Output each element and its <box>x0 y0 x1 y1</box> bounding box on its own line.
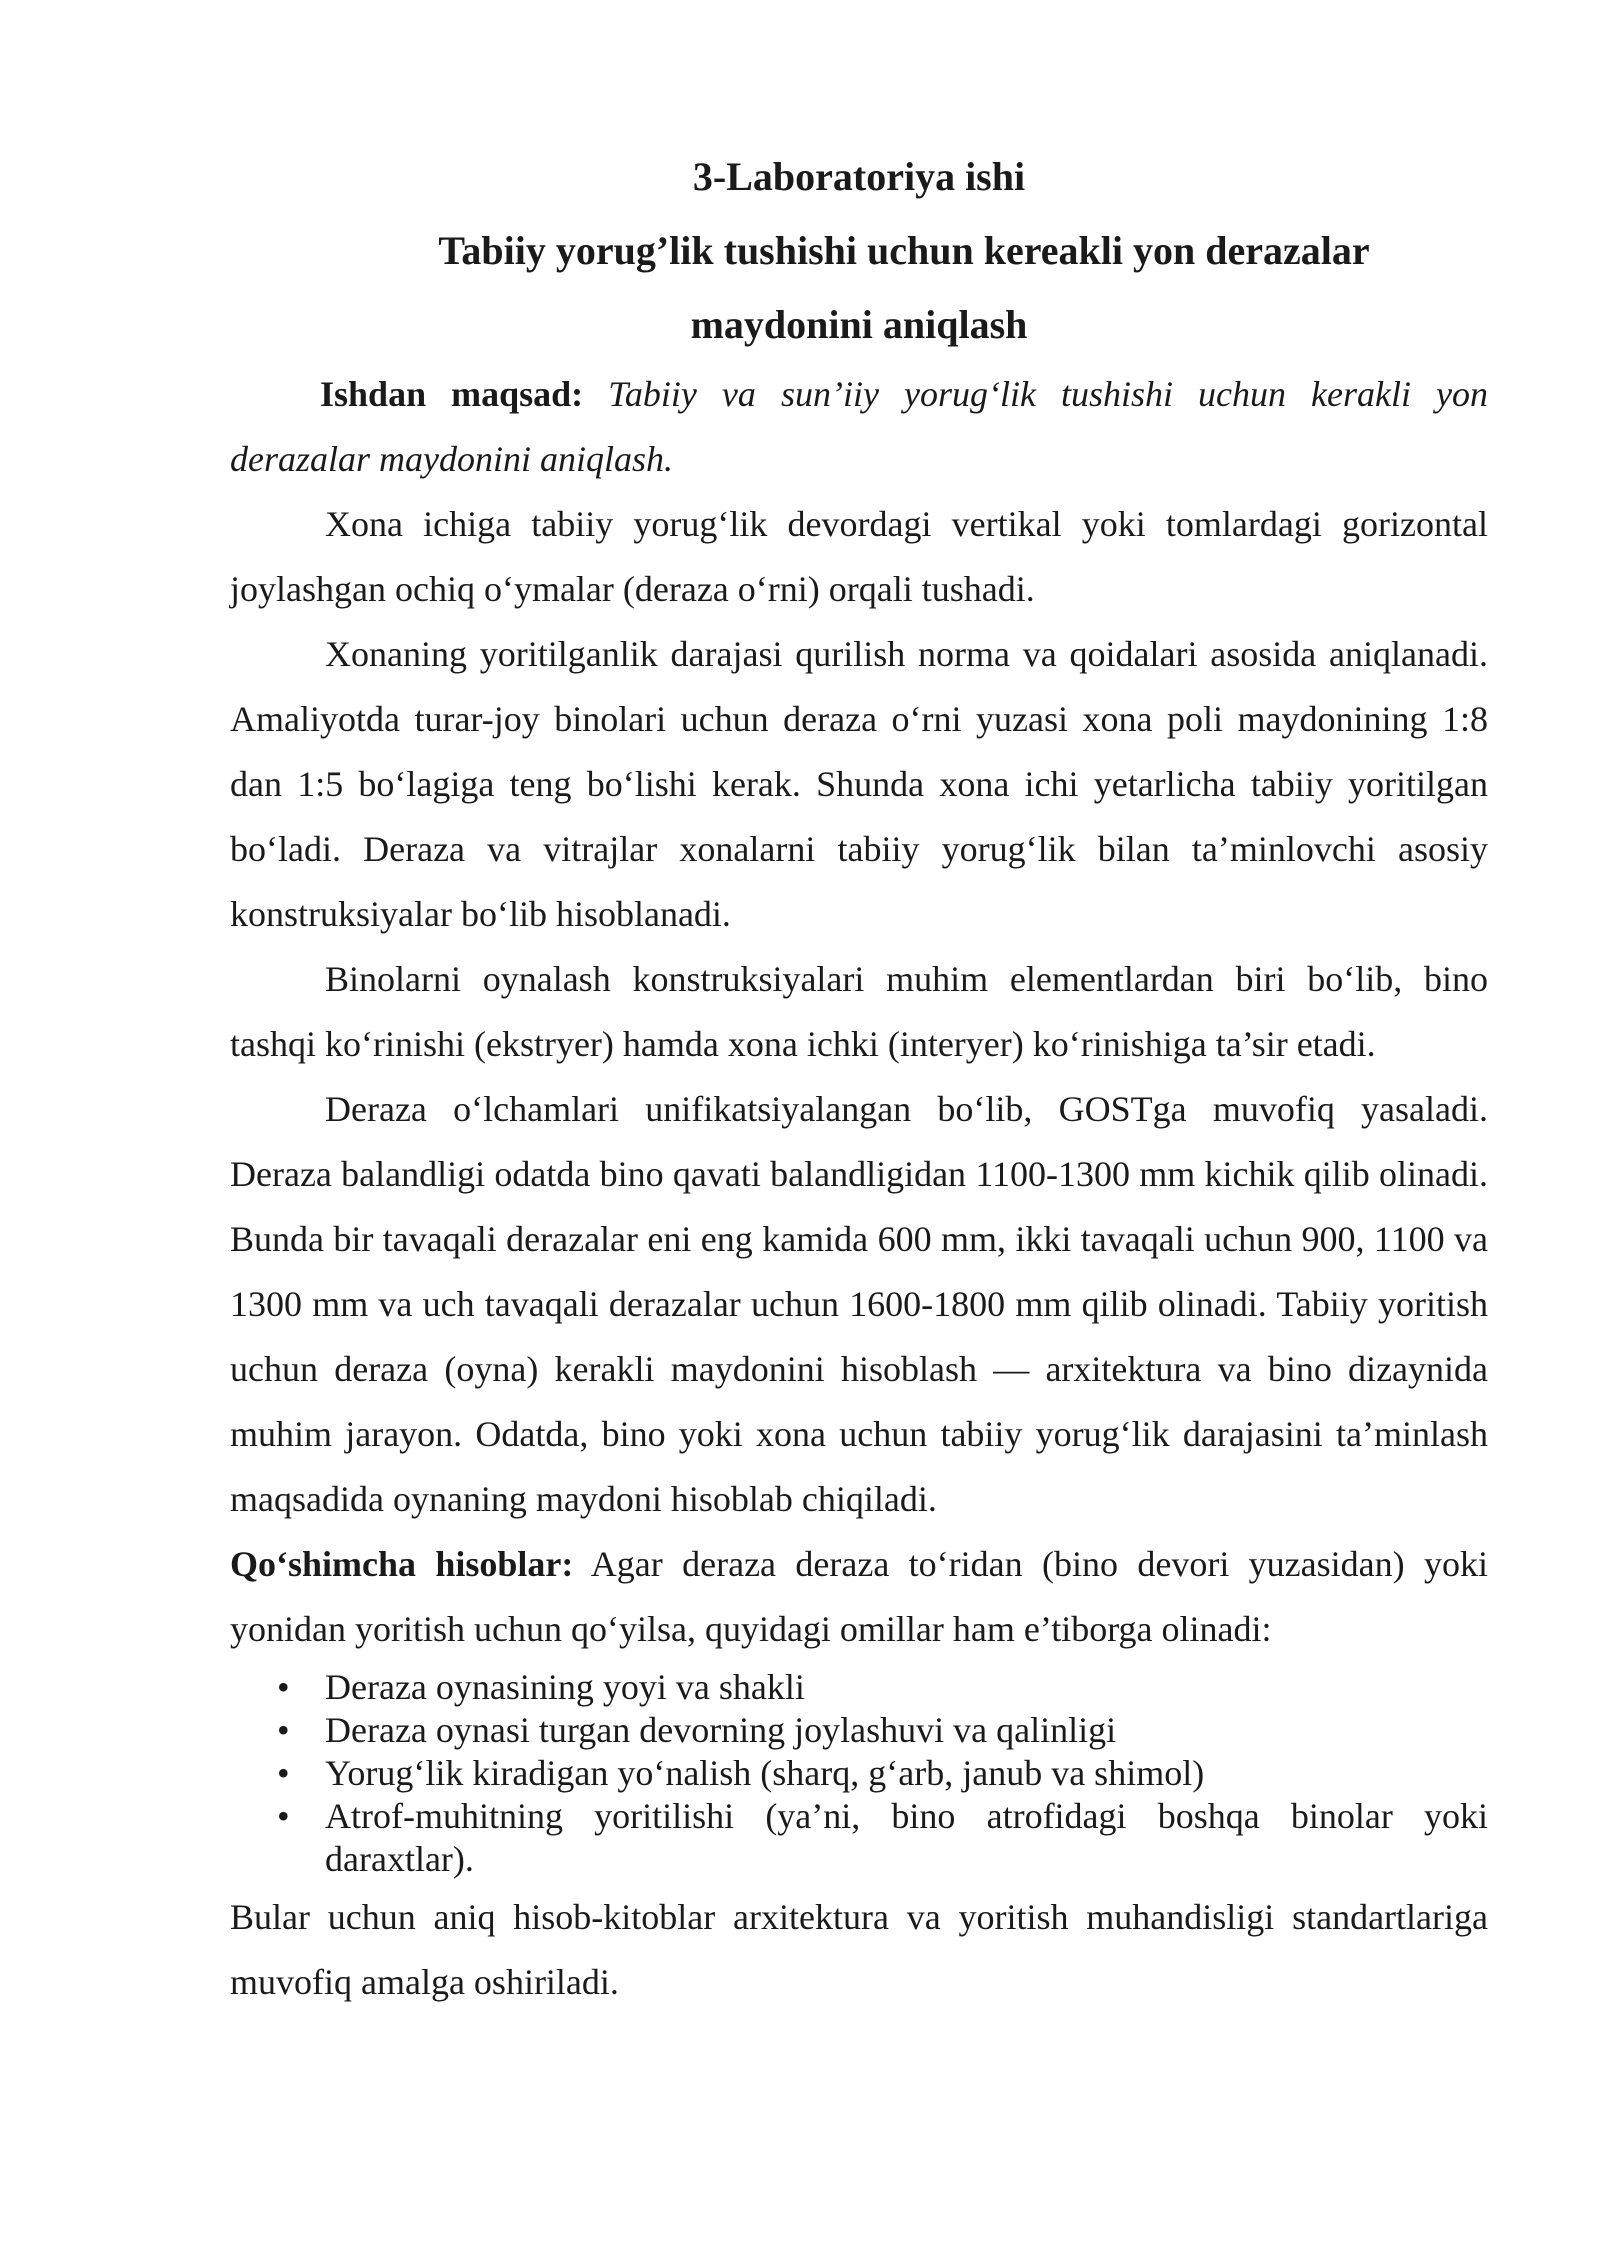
closing-paragraph: Bular uchun aniq hisob-kitoblar arxitektura va yoritish muhandisligi standartlariga muvofiq amalga oshiriladi. <box>230 1897 1488 2002</box>
list-item <box>277 1795 1488 1881</box>
bullet-icon: • <box>277 1753 290 1793</box>
list-item-text: Deraza oynasi turgan devorning joylashuvi va qalinligi <box>325 1710 1117 1750</box>
goal-paragraph <box>230 362 1488 492</box>
list-item <box>277 1709 1488 1752</box>
additional-text: Agar deraza deraza to‘ridan (bino devori yuzasidan) yoki yonidan yoritish uchun qo‘yilsa, quyidagi omillar ham e’tiborga olinadi: <box>230 1544 1488 1649</box>
goal-text: Tabiiy va sun’iiy yorug‘lik tushishi uchun kerakli yon derazalar maydonini aniqlash. <box>230 374 1488 479</box>
body-paragraph: Binolarni oynalash konstruksiyalari muhim elementlardan biri bo‘lib, bino tashqi ko‘rinishi (ekstryer) hamda xona ichki (interyer) ko‘rinishiga ta’sir etadi. <box>230 959 1488 1064</box>
document-subtitle-line2: maydonini aniqlash <box>690 302 1028 347</box>
body-paragraph: Deraza o‘lchamlari unifikatsiyalangan bo‘lib, GOSTga muvofiq yasaladi. Deraza balandligi odatda bino qavati balandligidan 1100-1300 mm kichik qilib olinadi. Bunda bir tavaqali derazalar eni eng kamida 600 mm, ikki tavaqali uchun 900, 1100 va 1300 mm va uch tavaqali derazalar uchun 1600-1800 mm qilib olinadi. Tabiiy yoritish uchun deraza (oyna) kerakli maydonini hisoblash — arxitektura va bino dizaynida muhim jarayon. Odatda, bino yoki xona uchun tabiiy yorug‘lik darajasini ta’minlash maqsadida oynaning maydoni hisoblab chiqiladi. <box>230 1089 1488 1519</box>
additional-label: Qo‘shimcha hisoblar: <box>230 1544 574 1584</box>
list-item-text: Atrof-muhitning yoritilishi (ya’ni, bino atrofidagi boshqa binolar yoki daraxtlar). <box>325 1796 1488 1879</box>
document-title: 3-Laboratoriya ishi <box>692 154 1026 199</box>
factors-list <box>230 1666 1488 1881</box>
document-subtitle-line1: Tabiiy yorug’lik tushishi uchun kereakli yon derazalar <box>438 228 1370 273</box>
document-page <box>230 140 1488 2015</box>
list-item <box>277 1666 1488 1709</box>
bullet-icon: • <box>277 1710 290 1750</box>
list-item-text: Deraza oynasining yoyi va shakli <box>325 1667 805 1707</box>
bullet-icon: • <box>277 1667 290 1707</box>
list-item-text: Yorug‘lik kiradigan yo‘nalish (sharq, g‘arb, janub va shimol) <box>325 1753 1205 1793</box>
bullet-icon: • <box>277 1796 290 1836</box>
additional-paragraph <box>230 1532 1488 1662</box>
goal-label: Ishdan maqsad: <box>320 374 584 414</box>
body-paragraph: Xona ichiga tabiiy yorug‘lik devordagi vertikal yoki tomlardagi gorizontal joylashgan ochiq o‘ymalar (deraza o‘rni) orqali tushadi. <box>230 504 1488 609</box>
body-paragraph: Xonaning yoritilganlik darajasi qurilish norma va qoidalari asosida aniqlanadi. Amaliyotda turar-joy binolari uchun deraza o‘rni yuzasi xona poli maydonining 1:8 dan 1:5 bo‘lagiga teng bo‘lishi kerak. Shunda xona ichi yetarlicha tabiiy yoritilgan bo‘ladi. Deraza va vitrajlar xonalarni tabiiy yorug‘lik bilan ta’minlovchi asosiy konstruksiyalar bo‘lib hisoblanadi. <box>230 634 1488 934</box>
list-item <box>277 1752 1488 1795</box>
